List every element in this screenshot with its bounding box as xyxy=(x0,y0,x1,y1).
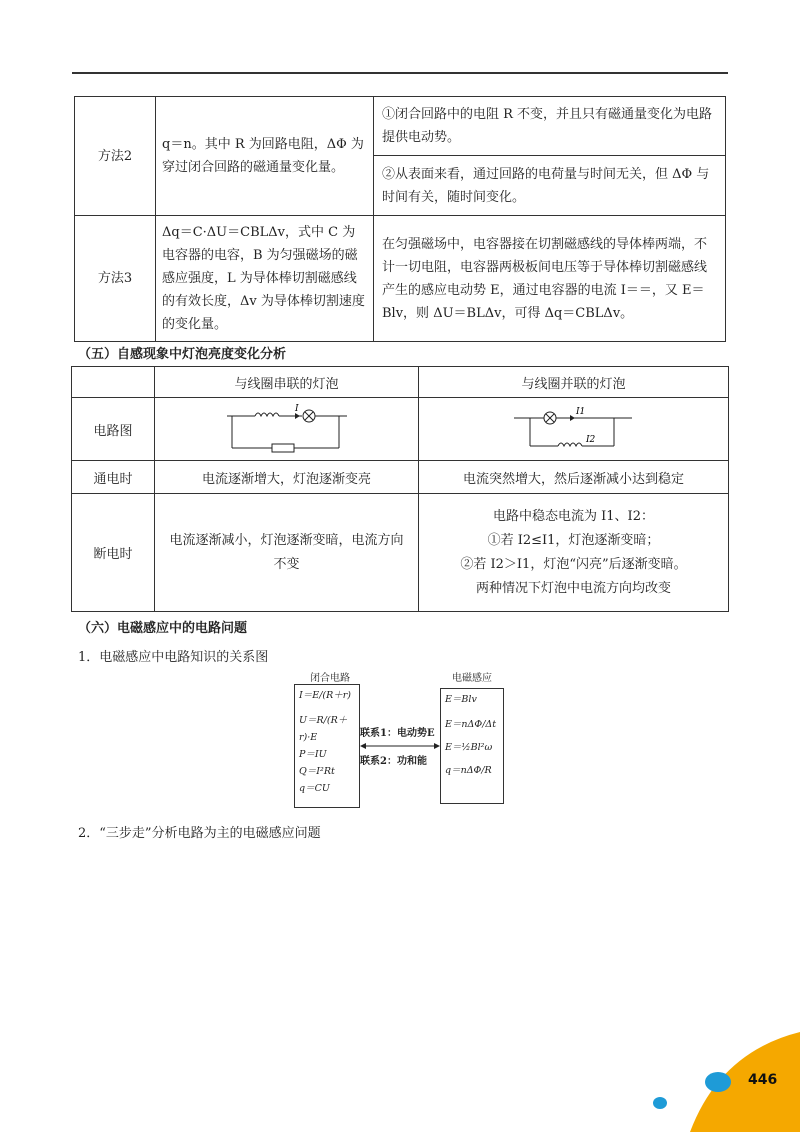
section-5-title: （五）自感现象中灯泡亮度变化分析 xyxy=(78,347,287,362)
off-parallel-line-4: 两种情况下灯泡中电流方向均改变 xyxy=(475,580,671,596)
off-parallel-line-1: 电路中稳态电流为 I1、I2： xyxy=(493,508,654,524)
row-off-label: 断电时 xyxy=(72,494,155,612)
closed-circuit-box xyxy=(294,684,360,808)
link-2-label: 联系2：功和能 xyxy=(360,756,427,767)
header-series: 与线圈串联的灯泡 xyxy=(155,367,419,398)
induction-formula-2: E＝nΔΦ/Δt xyxy=(445,719,497,730)
blue-dot-small-icon xyxy=(653,1097,667,1109)
row-on-label: 通电时 xyxy=(72,461,155,494)
diagram-right-title: 电磁感应 xyxy=(452,673,492,684)
parallel-circuit-cell xyxy=(419,398,729,461)
method-3-label: 方法3 xyxy=(75,216,156,342)
header-empty xyxy=(72,367,155,398)
method-2-note-1: ①闭合回路中的电阻 R 不变，并且只有磁通量变化为电路提供电动势。 xyxy=(374,97,726,156)
inductor-icon xyxy=(255,413,279,416)
row-off-parallel xyxy=(419,494,729,612)
corner-decoration xyxy=(680,1032,800,1132)
off-parallel-line-3: ②若 I2＞I1，灯泡“闪亮”后逐渐变暗。 xyxy=(460,556,687,572)
circuit-formula-3: P＝IU xyxy=(299,749,327,760)
blue-dot-small-wrap xyxy=(650,1094,670,1114)
series-circuit-diagram xyxy=(227,404,347,454)
link-1-label: 联系1：电动势E xyxy=(360,728,435,739)
method-3-note: 在匀强磁场中，电容器接在切割磁感线的导体棒两端，不计一切电阻，电容器两极板间电压等于导体棒切割磁感线产生的感应电动势 E，通过电容器的电流 I＝＝，又 E＝Blv，则 ΔU＝BLΔv，可得 Δq＝CBLΔv。 xyxy=(374,216,726,342)
parallel-circuit-diagram xyxy=(514,404,634,454)
header-parallel: 与线圈并联的灯泡 xyxy=(419,367,729,398)
induction-formula-3: E＝½Bl²ω xyxy=(445,742,493,753)
circuit-formula-5: q＝CU xyxy=(299,783,330,794)
diagram-left-title: 闭合电路 xyxy=(310,673,350,684)
row-off-series: 电流逐渐减小，灯泡逐渐变暗，电流方向不变 xyxy=(155,494,419,612)
series-current-label: I xyxy=(294,404,299,414)
self-induction-table xyxy=(71,366,729,612)
parallel-current-label-1: I1 xyxy=(575,407,585,417)
row-circuit-label: 电路图 xyxy=(72,398,155,461)
methods-table xyxy=(74,96,726,342)
circuit-formula-1: I＝E/(R＋r) xyxy=(299,690,351,701)
circuit-formula-4: Q＝I²Rt xyxy=(299,766,335,777)
arrow-right-icon xyxy=(434,743,440,749)
arrow-icon xyxy=(570,415,575,421)
blue-dot-large xyxy=(705,1072,731,1092)
item-1: 1．电磁感应中电路知识的关系图 xyxy=(78,650,269,665)
inductor-icon xyxy=(558,443,582,446)
method-2-label: 方法2 xyxy=(75,97,156,216)
page-number: 446 xyxy=(748,1072,778,1088)
arrow-left-icon xyxy=(360,743,366,749)
induction-formula-4: q＝nΔΦ/R xyxy=(445,765,492,776)
method-2-desc: q＝n。其中 R 为回路电阻，ΔΦ 为穿过闭合回路的磁通量变化量。 xyxy=(156,97,374,216)
off-parallel-line-2: ①若 I2≤I1，灯泡逐渐变暗； xyxy=(487,532,660,548)
item-2: 2．“三步走”分析电路为主的电磁感应问题 xyxy=(78,826,321,841)
method-2-note-2: ②从表面来看，通过回路的电荷量与时间无关，但 ΔΦ 与时间有关，随时间变化。 xyxy=(374,156,726,216)
parallel-current-label-2: I2 xyxy=(585,435,595,445)
header-rule xyxy=(72,72,728,74)
section-6-title: （六）电磁感应中的电路问题 xyxy=(78,621,248,636)
row-on-parallel: 电流突然增大，然后逐渐减小达到稳定 xyxy=(419,461,729,494)
method-3-desc: Δq＝C·ΔU＝CBLΔv，式中 C 为电容器的电容，B 为匀强磁场的磁感应强度，L 为导体棒切割磁感线的有效长度，Δv 为导体棒切割速度的变化量。 xyxy=(156,216,374,342)
resistor-icon xyxy=(272,444,294,452)
induction-formula-1: E＝Blv xyxy=(445,694,477,705)
circuit-formula-2: U＝R/(R＋r)·E xyxy=(299,715,348,743)
series-circuit-cell xyxy=(155,398,419,461)
row-on-series: 电流逐渐增大，灯泡逐渐变亮 xyxy=(155,461,419,494)
induction-box xyxy=(440,688,504,804)
